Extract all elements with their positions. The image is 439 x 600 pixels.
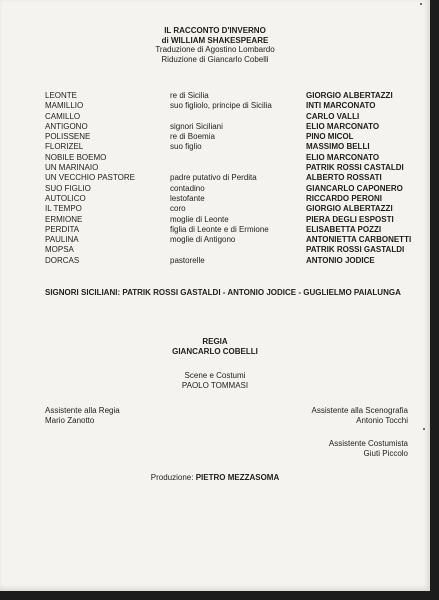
cast-row (0, 173, 430, 183)
cast-row (0, 101, 430, 111)
cast-row (0, 245, 430, 255)
production-name: PIETRO MEZZASOMA (195, 473, 280, 482)
cast-list (0, 91, 430, 266)
cast-row (0, 112, 430, 122)
cast-role: ANTIGONO (45, 121, 88, 131)
cast-row (0, 194, 430, 204)
cast-actor: INTI MARCONATO (306, 101, 376, 111)
cast-role: POLISSENE (45, 132, 91, 142)
cast-role: AUTOLICO (45, 193, 86, 203)
cast-description: contadino (170, 183, 205, 193)
cast-description: coro (170, 204, 186, 214)
direction-credit (0, 337, 430, 357)
regia-name: GIANCARLO COBELLI (172, 347, 258, 356)
cast-row (0, 184, 430, 194)
cast-role: LEONTE (45, 91, 78, 100)
cast-row (0, 204, 430, 214)
scene-name: PAOLO TOMMASI (181, 381, 249, 390)
cast-role: NOBILE BOEMO (45, 152, 107, 162)
cast-role: CAMILLO (45, 111, 81, 121)
scenery-credit (0, 371, 430, 391)
cast-row (0, 142, 430, 152)
cast-role: SUO FIGLIO (45, 183, 91, 193)
title-block (0, 26, 430, 64)
cast-actor: ELIO MARCONATO (306, 121, 380, 131)
assistant-scenography (312, 406, 409, 426)
cast-role: MOPSA (45, 245, 74, 255)
cast-row (0, 256, 430, 266)
regia-label: REGIA (202, 337, 228, 346)
cast-actor: ELIO MARCONATO (306, 152, 380, 162)
scene-label: Scene e Costumi (184, 371, 246, 380)
cast-row (0, 132, 430, 142)
cast-actor: PIERA DEGLI ESPOSTI (306, 214, 394, 224)
paper-speck (420, 3, 422, 5)
cast-description: re di Boemia (170, 132, 215, 142)
assistant-direction (45, 406, 120, 426)
cast-row (0, 215, 430, 225)
cast-role: DORCAS (45, 255, 80, 265)
cast-actor: CARLO VALLI (306, 111, 360, 121)
cast-description: suo figlio (170, 142, 202, 152)
cast-actor: PATRIK ROSSI CASTALDI (306, 163, 404, 173)
assistant-scenography-label: Assistente alla Scenografia (311, 406, 408, 415)
cast-row (0, 122, 430, 132)
cast-description: suo figliolo, principe di Sicilia (170, 101, 272, 111)
assistant-direction-label: Assistente alla Regia (45, 406, 120, 415)
assistant-costume-name: Giuti Piccolo (363, 449, 408, 458)
assistant-costume-label: Assistente Costumista (328, 439, 408, 448)
cast-description: signori Siciliani (170, 121, 223, 131)
cast-actor: PATRIK ROSSI GASTALDI (306, 245, 405, 255)
cast-role: PERDITA (45, 224, 80, 234)
cast-description: figlia di Leonte e di Ermione (170, 224, 269, 234)
signori-siciliani: SIGNORI SICILIANI: PATRIK ROSSI GASTALDI - ANTONIO JODICE - GUGLIELMO PAIALUNGA (45, 288, 401, 297)
cast-actor: MASSIMO BELLI (306, 142, 370, 152)
translation-credit: Traduzione di Agostino Lombardo (155, 45, 275, 54)
cast-row (0, 153, 430, 163)
cast-role: UN MARINAIO (45, 163, 99, 173)
cast-actor: PINO MICOL (306, 132, 354, 142)
assistant-costume (329, 439, 408, 459)
cast-description: re di Sicilia (170, 91, 209, 100)
play-title: IL RACCONTO D'INVERNO (164, 26, 266, 35)
cast-actor: GIANCARLO CAPONERO (306, 183, 403, 193)
play-author: di WILLIAM SHAKESPEARE (161, 35, 269, 45)
paper-speck (423, 428, 425, 430)
cast-actor: GIORGIO ALBERTAZZI (306, 204, 393, 214)
cast-description: moglie di Leonte (170, 214, 229, 224)
production-credit (0, 473, 430, 483)
cast-role: PAULINA (45, 235, 79, 245)
cast-actor: ANTONIETTA CARBONETTI (306, 235, 412, 245)
cast-row (0, 91, 430, 101)
cast-description: pastorelle (170, 255, 205, 265)
cast-row (0, 225, 430, 235)
reduction-credit: Riduzione di Giancarlo Cobelli (161, 54, 269, 64)
cast-role: IL TEMPO (45, 204, 82, 214)
cast-actor: RICCARDO PERONI (306, 193, 383, 203)
cast-actor: ALBERTO ROSSATI (306, 173, 382, 183)
cast-actor: ELISABETTA POZZI (306, 224, 382, 234)
cast-role: MAMILLIO (45, 101, 84, 111)
cast-role: FLORIZEL (45, 142, 84, 152)
cast-role: ERMIONE (45, 214, 83, 224)
cast-description: padre putativo di Perdita (170, 173, 257, 183)
cast-actor: ANTONIO JODICE (306, 255, 375, 265)
assistant-scenography-name: Antonio Tocchi (356, 416, 408, 425)
assistant-direction-name: Mario Zanotto (45, 416, 95, 425)
cast-row (0, 163, 430, 173)
cast-actor: GIORGIO ALBERTAZZI (306, 91, 393, 100)
cast-role: UN VECCHIO PASTORE (45, 173, 135, 183)
cast-description: moglie di Antigono (170, 235, 236, 245)
cast-description: lestofante (170, 193, 205, 203)
cast-row (0, 235, 430, 245)
production-label: Produzione: (150, 473, 194, 482)
